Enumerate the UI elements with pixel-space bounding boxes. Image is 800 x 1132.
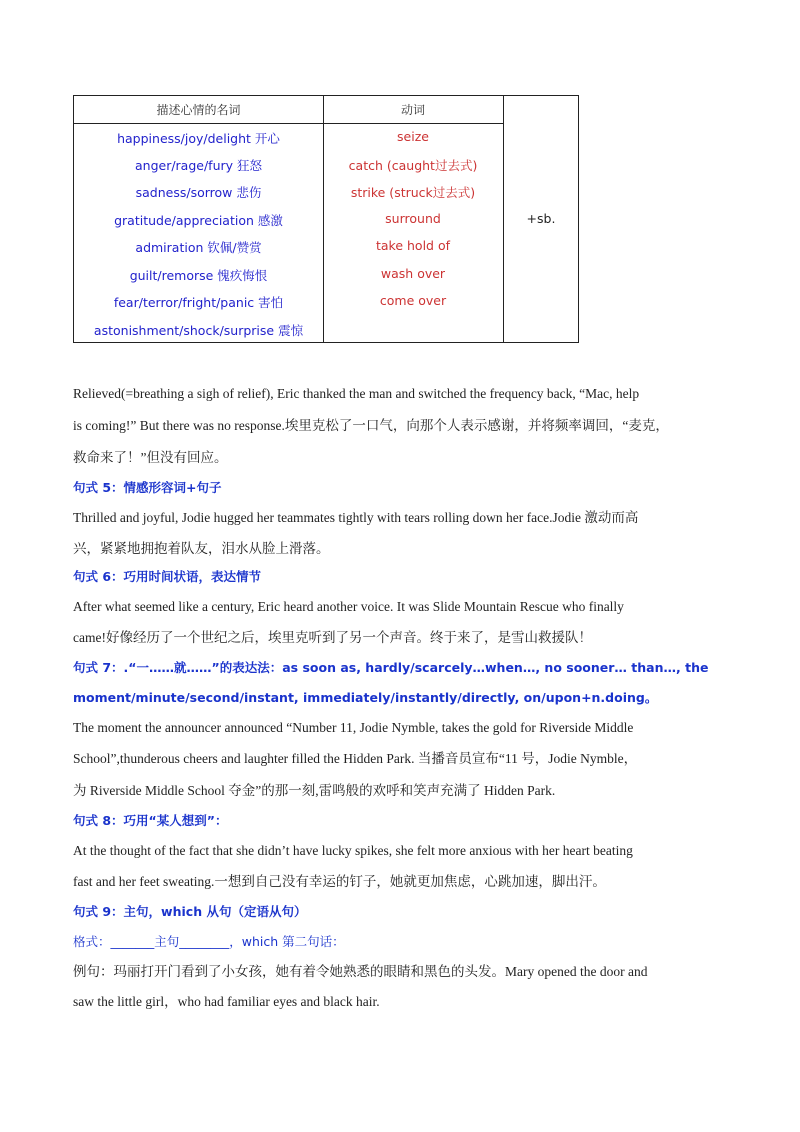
verb-cell: strike (struck过去式) <box>350 185 476 200</box>
text-line: saw the little girl，who had familiar eyes and black hair. <box>73 994 380 1009</box>
verb-cell: come over <box>379 293 447 308</box>
noun-cell: admiration 钦佩/赞赏 <box>135 240 262 255</box>
noun-column-header: 描述心情的名词 <box>156 103 241 117</box>
noun-cell: sadness/sorrow 悲伤 <box>135 185 262 200</box>
verb-cell: catch (caught过去式) <box>348 158 478 173</box>
section-heading-5: 句式 5：情感形容词+句子 <box>73 480 222 495</box>
section-heading-9: 句式 9：主句，which 从句（定语从句） <box>73 904 307 919</box>
object-cell: +sb. <box>526 211 556 226</box>
noun-cell: guilt/remorse 愧疚悔恨 <box>129 268 268 283</box>
text-line: is coming!” But there was no response.埃里克松了一口气，向那个人表示感谢，并将频率调回，“麦克， <box>73 418 669 433</box>
noun-cell: gratitude/appreciation 感激 <box>114 213 283 228</box>
noun-cell: fear/terror/fright/panic 害怕 <box>113 295 284 310</box>
section-heading-7: 句式 7：.“一……就……”的表达法：as soon as, hardly/scarcely…when…, no sooner… than…, the <box>73 660 709 675</box>
text-line: The moment the announcer announced “Number 11, Jodie Nymble, takes the gold for Riverside Middle <box>73 720 634 735</box>
verb-cell: surround <box>385 211 441 226</box>
verb-cell: take hold of <box>375 238 451 253</box>
text-line: School”,thunderous cheers and laughter filled the Hidden Park. 当播音员宣布“11 号，Jodie Nymble， <box>73 751 638 766</box>
text-line: 兴，紧紧地拥抱着队友，泪水从脸上滑落。 <box>73 541 330 556</box>
verb-column-header: 动词 <box>400 103 425 117</box>
text-line: Relieved(=breathing a sigh of relief), Eric thanked the man and switched the frequency back, “Mac, help <box>73 386 640 401</box>
noun-cell: anger/rage/fury 狂怒 <box>134 158 263 173</box>
emotion-vocabulary-table <box>73 95 579 343</box>
text-line: At the thought of the fact that she didn’t have lucky spikes, she felt more anxious with her heart beating <box>73 843 633 858</box>
section-heading-6: 句式 6：巧用时间状语，表达情节 <box>73 569 262 584</box>
text-line: 救命来了！”但没有回应。 <box>73 450 228 465</box>
text-line: 例句：玛丽打开门看到了小女孩，她有着令她熟悉的眼睛和黑色的头发。Mary opened the door and <box>73 964 648 979</box>
text-line: 为 Riverside Middle School 夺金”的那一刻,雷鸣般的欢呼和笑声充满了 Hidden Park. <box>73 783 556 798</box>
section-heading-8: 句式 8：巧用“某人想到”： <box>73 813 228 828</box>
text-line: Thrilled and joyful, Jodie hugged her teammates tightly with tears rolling down her face.Jodie 激动而高 <box>73 510 639 525</box>
format-line: 格式：_______主句________，which 第二句话： <box>73 934 345 949</box>
section-heading-7-cont: moment/minute/second/instant, immediately/instantly/directly, on/upon+n.doing。 <box>73 690 658 705</box>
text-line: fast and her feet sweating.一想到自己没有幸运的钉子，她就更加焦虑，心跳加速，脚出汗。 <box>73 874 606 889</box>
verb-cell: seize <box>397 129 429 144</box>
verb-cell: wash over <box>380 266 446 281</box>
text-line: came!好像经历了一个世纪之后，埃里克听到了另一个声音。终于来了，是雪山救援队！ <box>73 630 592 645</box>
text-line: After what seemed like a century, Eric heard another voice. It was Slide Mountain Rescue who finally <box>73 599 624 614</box>
noun-cell: happiness/joy/delight 开心 <box>117 131 280 146</box>
noun-cell: astonishment/shock/surprise 震惊 <box>93 323 304 338</box>
header-divider <box>74 123 503 124</box>
